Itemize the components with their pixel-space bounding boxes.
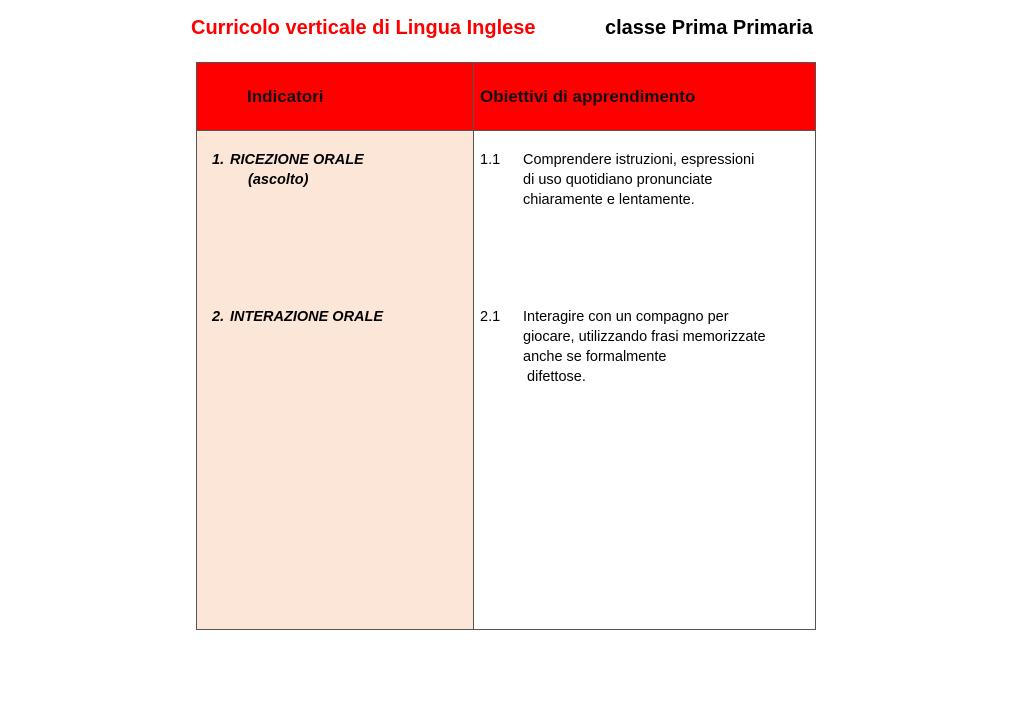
document-title: Curricolo verticale di Lingua Inglese	[191, 17, 536, 39]
objective-line: difettose.	[523, 369, 586, 385]
indicator-number: 1.	[212, 152, 225, 168]
indicator-label: INTERAZIONE ORALE	[230, 309, 384, 325]
indicators-column-body	[197, 131, 473, 629]
column-divider	[473, 63, 474, 629]
indicator-number: 2.	[212, 309, 225, 325]
indicator-ricezione-orale	[212, 150, 364, 190]
indicator-interazione-orale	[212, 307, 383, 327]
objective-line: anche se formalmente	[523, 349, 667, 365]
table-header-row	[197, 63, 815, 131]
indicator-label: RICEZIONE ORALE	[230, 152, 364, 168]
header-obiettivi: Obiettivi di apprendimento	[480, 87, 696, 106]
objective-number: 2.1	[480, 309, 501, 325]
curriculum-table	[196, 62, 816, 630]
objective-line: giocare, utilizzando frasi memorizzate	[523, 329, 766, 345]
header-indicatori: Indicatori	[247, 87, 324, 106]
indicator-sub: (ascolto)	[248, 172, 309, 188]
objective-line: Comprendere istruzioni, espressioni	[523, 152, 755, 168]
objective-1-1	[480, 150, 810, 210]
document-subtitle: classe Prima Primaria	[605, 17, 813, 39]
objective-line: di uso quotidiano pronunciate	[523, 172, 713, 188]
objective-line: chiaramente e lentamente.	[523, 192, 695, 208]
objective-number: 1.1	[480, 152, 501, 168]
objective-2-1	[480, 307, 810, 387]
objective-line: Interagire con un compagno per	[523, 309, 729, 325]
